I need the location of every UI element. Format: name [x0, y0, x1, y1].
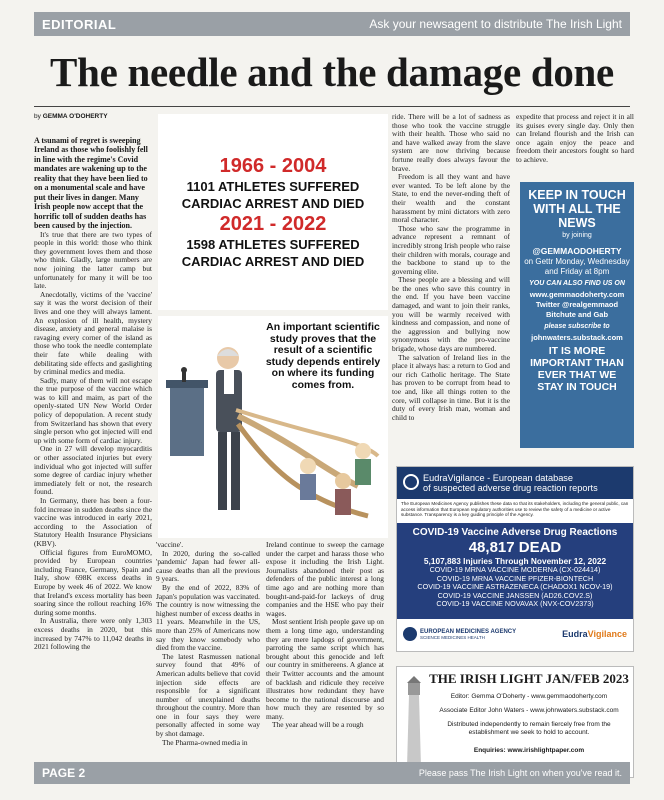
page-number: PAGE 2: [42, 766, 86, 780]
article-paragraph: By the end of 2022, 83% of Japan's population was vaccinated. The country is now witnessing the highest number of excess deaths in 11 years. Meanwhile in the US, more than 25% of Americans now say they know somebody who died from the vaccine.: [156, 582, 260, 653]
ema-logo: EUROPEAN MEDICINES AGENCY SCIENCE MEDICINES HEALTH: [403, 627, 516, 641]
byline-author: GEMMA O'DOHERTY: [42, 113, 108, 120]
article-paragraph: Anecdotally, victims of the 'vaccine' say it was the worst decision of their lives and one they will always lament. An explosion of ill health, mystery disease, anxiety and general malaise is ravaging every corner of the island as those who took the needle contemplate their fate while dealing with debilitating side effects and gaslighting by criminal medics and media.: [34, 289, 152, 377]
athlete-stats-box: [158, 114, 388, 310]
subscribe-text: please subscribe to: [544, 323, 610, 330]
article-paragraph: In Germany, there has been a four-fold increase in sudden deaths since the vaccine was introduced in early 2021, according to the Association of Statutory Health Insurance Physicians (KBV).: [34, 496, 152, 548]
article-paragraph: The Pharma-owned media in: [162, 737, 248, 747]
bottom-message: Please pass The Irish Light on when you've read it.: [418, 768, 622, 778]
article-paragraph: 'vaccine'.: [156, 541, 184, 549]
vaccine-item: COVID-19 MRNA VACCINE PFIZER-BIONTECH: [436, 573, 594, 583]
stat-period-2: 2021 - 2022: [219, 213, 327, 235]
keep-in-touch-heading: KEEP IN TOUCH WITH ALL THE NEWS: [528, 188, 626, 230]
eu-stars-icon: [403, 627, 417, 641]
by-joining-text: by joining: [562, 232, 592, 239]
article-column-4: [392, 113, 510, 453]
vaccine-item: COVID-19 VACCINE NOVAVAX (NVX-COV2373): [436, 599, 594, 609]
eudra-notice: The European Medicines Agency publishes these data so that its stakeholders, including the general public, can access information that European regulatory authorities use to review the safety of a medicine or active substance. Transparency is a key guiding principle of the Agency.: [401, 501, 629, 518]
lead-paragraph: A tsunami of regret is sweeping Ireland as those who foolishly fell in line with the regime's Covid mandates are wakening up to the reality that they have been lied to on a monumental scale and have put their lives in danger. Many Irish people now accept that the horrific toll of sudden deaths has been caused by the injection.: [34, 135, 148, 231]
eudravigilance-brand: EudraVigilance: [562, 629, 627, 639]
eudra-logo-icon: [403, 474, 419, 490]
website-link[interactable]: www.gemmaodoherty.com: [529, 290, 625, 299]
article-paragraph: Sadly, many of them will not escape the true purpose of the vaccine which was to kill and maim, as part of the openly-stated UN New World Order policy of depopulation. A recent study from Switzerland has shown that every single person who got injected will end up with some form of cardiac injury.: [34, 375, 152, 445]
masthead-enquiries: Enquiries: www.irishlightpaper.com: [473, 747, 585, 754]
headline-rule: [34, 106, 630, 107]
eudra-header: [397, 467, 633, 499]
article-column-5: [516, 113, 634, 173]
death-count: 48,817 DEAD: [468, 539, 562, 556]
article-paragraph: Ireland continue to sweep the carnage under the carpet and harass those who expose it including the Irish Light. Journalists abandoned their post as defenders of the public interest a long time ago and are nothing more than bought-and-paid-for lackeys of drug companies and the HSE who pay their wages.: [266, 541, 384, 618]
reactions-title: COVID-19 Vaccine Adverse Drug Reactions: [412, 527, 618, 538]
section-label: EDITORIAL: [42, 16, 117, 32]
lighthouse-icon: [403, 675, 425, 771]
headline: The needle and the damage done: [50, 49, 614, 95]
gettr-handle: @GEMMAODOHERTY: [532, 246, 622, 256]
masthead-editor: Editor: Gemma O'Doherty - www.gemmaodoherty.com: [450, 693, 608, 700]
masthead-associate: Associate Editor John Waters - www.johnwaters.substack.com: [439, 707, 619, 714]
eudra-footer: [397, 619, 633, 649]
stat-period-1: 1966 - 2004: [219, 155, 327, 177]
vaccine-item: COVID-19 VACCINE JANSSEN (AD26.COV2.S): [437, 590, 593, 600]
article-paragraph: Official figures from EuroMOMO, provided by European countries including France, Germany, Spain and Italy, show 698K excess deaths in Europe by week 46 of 2022. We know that Ireland's excess mortality has been soaring since the rollout reaching 16% during some months.: [34, 547, 152, 617]
injury-count: 5,107,883 Injuries Through November 12, 2022: [423, 556, 607, 566]
stat-text-1: 1101 ATHLETES SUFFERED CARDIAC ARREST AND DIED: [181, 179, 365, 211]
article-column-2: [156, 541, 260, 781]
platforms-text: Bitchute and Gab: [545, 310, 609, 319]
eudra-title-line1: EudraVigilance - European database: [423, 472, 574, 483]
article-paragraph: ride. There will be a lot of sadness as those who took the vaccine struggle with their health. Those who said no and have walked away from the slave system are now thriving because fortune really does always favour the brave.: [392, 113, 510, 173]
byline: by GEMMA O'DOHERTY: [34, 113, 108, 120]
stay-in-touch-message: IT IS MORE IMPORTANT THAN EVER THAT WE STAY IN TOUCH: [530, 345, 624, 393]
stat-text-2: 1598 ATHLETES SUFFERED CARDIAC ARREST AND DIED: [181, 237, 365, 269]
article-paragraph: Freedom is all they want and have ever wanted. To be left alone by the State, to end the never-ending theft of their wealth and the constant harassment by mini dictators with zero moral character.: [392, 172, 510, 225]
also-find-us: YOU CAN ALSO FIND US ON: [529, 280, 625, 287]
article-paragraph: Most sentient Irish people gave up on them a long time ago, understanding they are mere lapdogs of government, parroting the same script which has brought about this genocide and left our country in smithereens. A glance at their Twitter accounts and the amount of backlash and ridicule they receive illustrates how redundant they have become to the national discourse and how much they are resented by so many.: [266, 617, 384, 721]
vaccine-item: COVID-19 VACCINE ASTRAZENECA (CHADOX1 NCOV-19): [417, 582, 613, 592]
masthead-title: THE IRISH LIGHT JAN/FEB 2023: [429, 671, 629, 686]
cartoon-caption: An important scientific study proves that the result of a scientific study depends entirely on where its funding comes from.: [265, 321, 381, 391]
article-paragraph: In 2020, during the so-called 'pandemic' Japan had fewer all-cause deaths than all the previous 9 years.: [156, 548, 260, 584]
article-paragraph: Those who saw the programme in advance represent a remnant of incredibly strong Irish people who raise their children with morals, courage and the backbone to stand up to the governing elite.: [392, 223, 510, 276]
adverse-reactions-panel: [397, 523, 633, 619]
cartoon-illustration: [158, 316, 388, 538]
eudravigilance-panel: [396, 466, 634, 652]
article-column-3: [266, 541, 384, 781]
article-paragraph: One in 27 will develop myocarditis or other associated injuries but every individual who got injected will suffer some degree of cardiac injury whether immediately felt or not, the research found.: [34, 444, 152, 497]
broadcast-schedule: on Gettr Monday, Wednesday and Friday at 8pm: [524, 257, 630, 276]
article-paragraph: expedite that process and reject it in all its guises every single day. Only then can Ireland flourish and the Irish can once again enjoy the peace and freedom their ancestors fought so hard to achieve.: [516, 113, 634, 164]
substack-link[interactable]: johnwaters.substack.com: [531, 333, 623, 342]
article-paragraph: In Australia, there were only 1,303 excess deaths in 2020, but this increased by 747% to 11,042 deaths in 2021 following the: [34, 616, 152, 652]
top-tagline: Ask your newsagent to distribute The Irish Light: [369, 17, 622, 31]
article-paragraph: The latest Rasmussen national survey found that 49% of American adults believe that covid injection side effects are responsible for a significant number of unexplained deaths throughout the country. More than one in four says they were personally affected in some way by shot damage.: [156, 651, 260, 739]
vaccine-item: COVID-19 MRNA VACCINE MODERNA (CX-024414): [429, 565, 601, 574]
article-paragraph: The year ahead will be a rough: [272, 720, 364, 730]
bottom-bar: [34, 762, 630, 784]
article-paragraph: It's true that there are two types of people in this world: those who think they government loves them and those who think. Gladly, large numbers are now joining the latter camp but unfortunately for many it will be too late.: [34, 229, 152, 291]
masthead-distributed: Distributed independently to remain fiercely free from the establishment we seek to hold to account.: [447, 721, 611, 736]
article-column-1: [34, 113, 152, 783]
keep-in-touch-panel: [520, 182, 634, 448]
article-paragraph: These people are a blessing and will be the ones who save this country in the end. If you have been vaccine damaged, and want to join their ranks, you will be warmly received with kindness and compassion, and none of the aggression and bullying now synonymous with the pro-vaccine brigade, whose days are numbered.: [392, 275, 510, 354]
top-bar: [34, 12, 630, 36]
article-paragraph: The salvation of Ireland lies in the place it always has: a return to God and our rich Catholic heritage. The State has proven to be corrupt from head to toe and, like all things rotten to the core, will collapse in time. But it is the duty of every Irish man, woman and child to: [392, 352, 510, 422]
twitter-handle: Twitter @realgemmaod: [535, 300, 619, 309]
eudra-title-line2: of suspected adverse drug reaction reports: [423, 483, 598, 493]
